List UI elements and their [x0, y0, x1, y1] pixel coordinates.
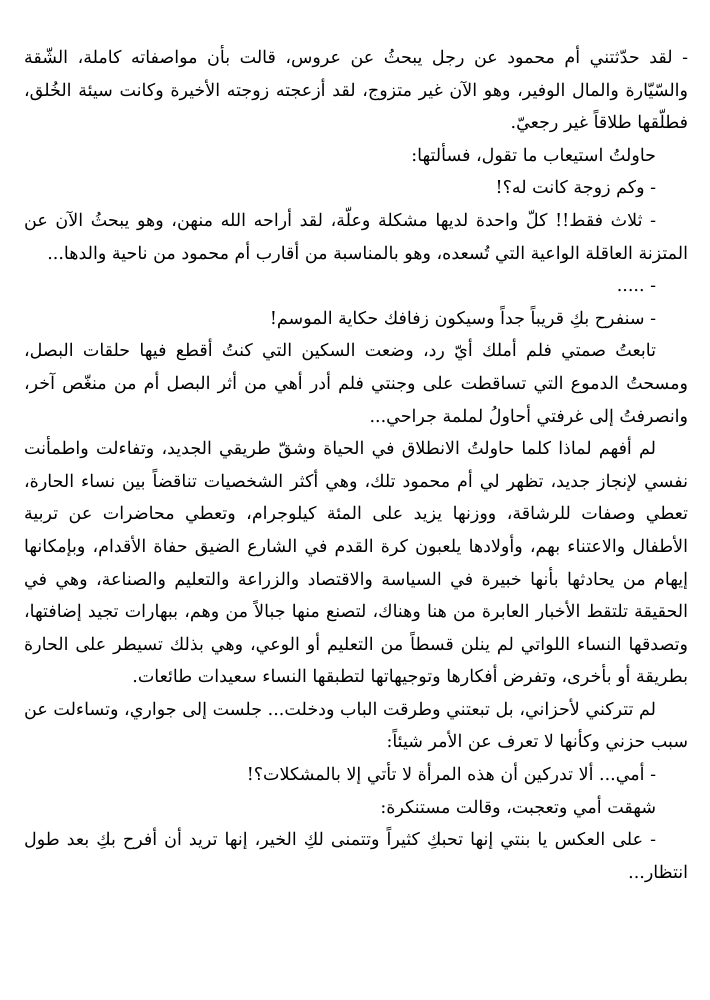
paragraph-10: - أمي... ألا تدركين أن هذه المرأة لا تأتي إلا بالمشكلات؟! [246, 765, 656, 786]
document-page [24, 42, 688, 889]
paragraph-11: شهقت أمي وتعجبت، وقالت مستنكرة: [380, 797, 656, 818]
paragraph-6: - سنفرح بكِ قريباً جداً وسيكون زفافك حكاية الموسم! [269, 308, 656, 329]
paragraph-4: - ثلاث فقط!! كلّ واحدة لديها مشكلة وعلّة، لقد أراحه الله منهن، وهو يبحثُ الآن عن المتزنة العاقلة الواعية التي تُسعده، وهو بالمناسبة من أقارب أم محمود من ناحية والدها... [24, 210, 688, 264]
paragraph-1: - لقد حدّثتني أم محمود عن رجل يبحثُ عن عروس، قالت بأن مواصفاته كاملة، الشّقة والسّيّارة والمال الوفير، وهو الآن غير متزوج، لقد أزعجته زوجته الأخيرة وكانت سيئة الخُلق، فطلّقها طلاقاً غير رجعيّ. [24, 48, 688, 134]
paragraph-2: حاولتُ استيعاب ما تقول، فسألتها: [411, 145, 656, 166]
paragraph-12: - على العكس يا بنتي إنها تحبكِ كثيراً وتتمنى لكِ الخير، إنها تريد أن أفرح بكِ بعد طول انتظار... [24, 830, 688, 883]
paragraph-9: لم تتركني لأحزاني، بل تبعتني وطرقت الباب ودخلت... جلست إلى جواري، وتساءلت عن سبب حزني وكأنها لا تعرف عن الأمر شيئاً: [24, 699, 688, 753]
paragraph-7: تابعتُ صمتي فلم أملك أيّ رد، وضعت السكين التي كنتُ أقطع فيها حلقات البصل، ومسحتُ الدموع التي تساقطت على وجنتي فلم أدر أهي من أثر البصل أم من منغّص آخر، وانصرفتُ إلى غرفتي أحاولُ لملمة جراحي... [24, 341, 688, 427]
paragraph-8: لم أفهم لماذا كلما حاولتُ الانطلاق في الحياة وشقّ طريقي الجديد، وتفاءلت واطمأنت نفسي لإنجاز جديد، تظهر لي أم محمود تلك، وهي أكثر الشخصيات تناقضاً بين نساء الحارة، تعطي وصفات للرشاقة، ووزنها يزيد على المئة كيلوجرام، وتعطي محاضرات عن تربية الأطفال والاعتناء بهم، وأولادها يلعبون كرة القدم في الشارع الضيق حفاة الأقدام، وبإمكانها إيهام من يحادثها بأنها خبيرة في السياسة والاقتصاد والزراعة والتعليم والصناعة، وهي في الحقيقة تلتقط الأخبار العابرة من هنا وهناك، لتصنع منها جبالاً من وهم، ببهارات تجيد إضافتها، وتصدقها النساء اللواتي لم ينلن قسطاً من التعليم أو الوعي، وهي بذلك تسيطر على الحارة بطريقة أو بأخرى، وتفرض أفكارها وتوجيهاتها لتطبقها النساء سعيدات طائعات. [24, 439, 688, 688]
paragraph-5: - ..... [616, 276, 656, 297]
paragraph-3: - وكم زوجة كانت له؟! [495, 178, 656, 199]
